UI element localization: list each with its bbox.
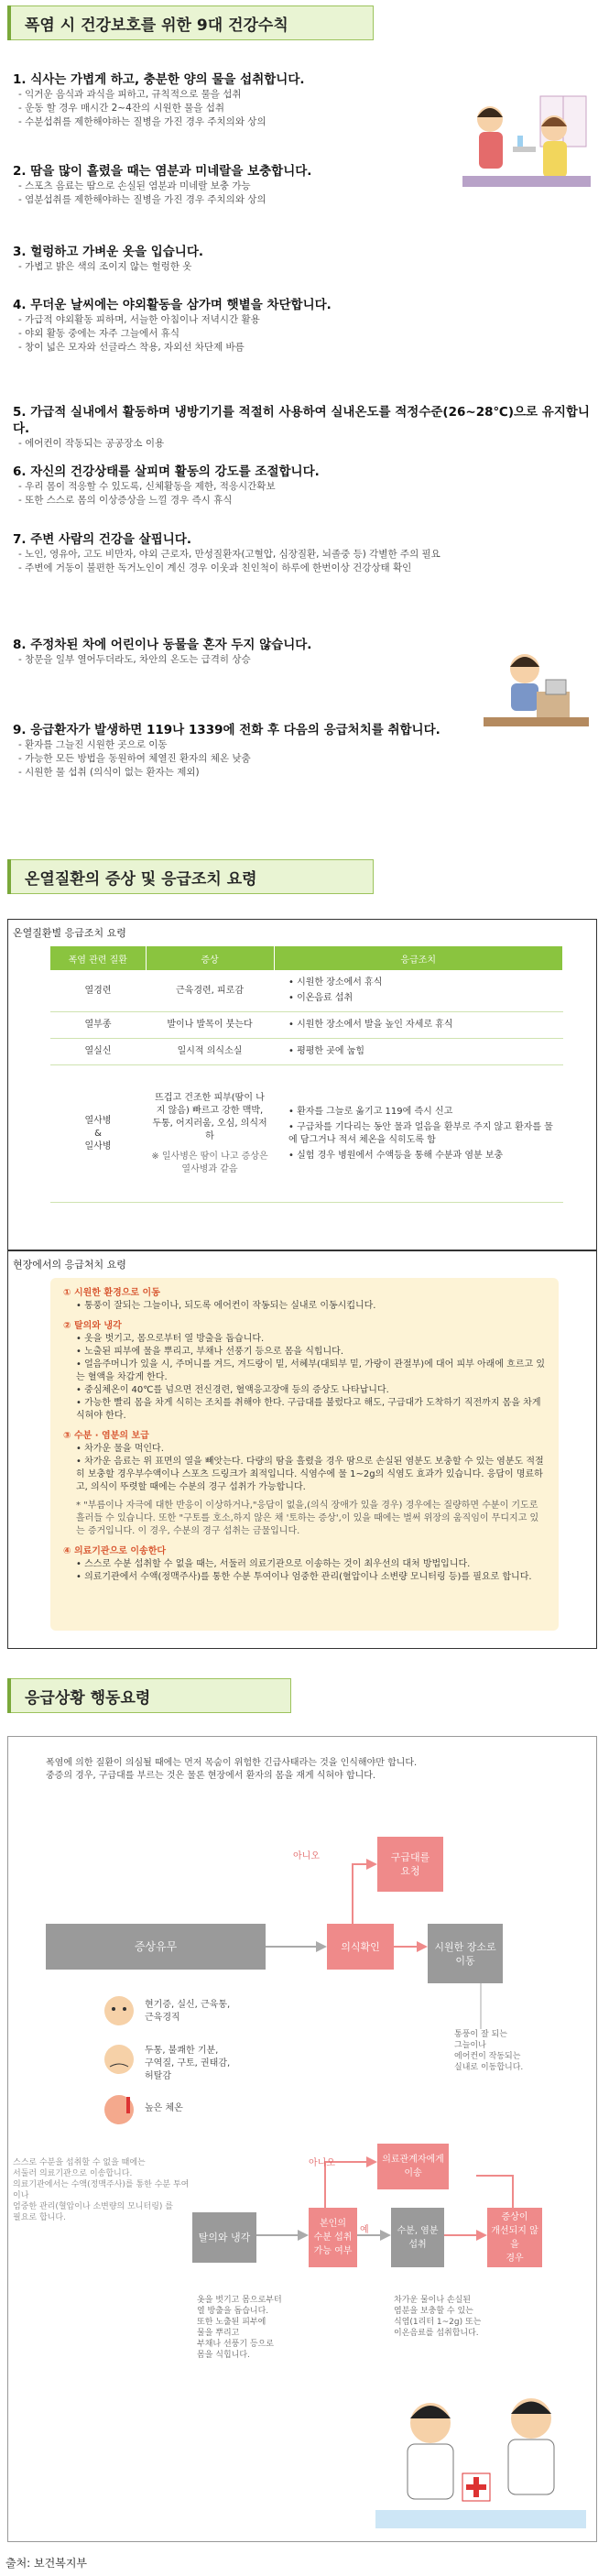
first-aid-detail: • 차가운 물을 먹인다. (76, 1444, 164, 1454)
health-rule-heading: 5. 가급적 실내에서 활동하며 냉방기기를 적절히 사용하여 실내온도를 적정수준(26~28℃)으로 유지합니다. (13, 405, 590, 436)
health-rule-detail: - 가볍고 밝은 색의 조이지 않는 헐렁한 옷 (18, 261, 192, 272)
flow-node-can-drink (309, 2208, 357, 2267)
health-rule-detail: - 가능한 모든 방법을 동원하여 체열진 환자의 체온 낮춤 (18, 753, 251, 764)
first-aid-detail: • 스스로 수분 섭취할 수 없을 때는, 서둘러 의료기관으로 이송하는 것이 최우선의 대처 방법입니다. (76, 1559, 471, 1569)
health-rule-detail: - 염분섭취를 제한해야하는 질병을 가진 경우 주치의와 상의 (18, 194, 266, 205)
first-aid-detail: • 통풍이 잘되는 그늘이나, 되도록 에어컨이 작동되는 실내로 이동시킵니다. (76, 1301, 376, 1311)
first-aid-detail: • 옷을 벗기고, 몸으로부터 열 방출을 돕습니다. (76, 1334, 265, 1344)
flow-symptom-1: 현기증, 실신, 근육통, 근육경직 (145, 2000, 231, 2023)
flow-node-undress-cool (192, 2212, 256, 2263)
first-aid-detail: • 노출된 피부에 물을 뿌리고, 부채나 선풍기 등으로 몸을 식힙니다. (76, 1347, 344, 1357)
section-title-text: 폭염 시 건강보호를 위한 9대 건강수칙 (25, 16, 288, 35)
health-rule-detail: - 가급적 야외활동 피하며, 서늘한 아침이나 저녁시간 활용 (18, 314, 260, 325)
flow-node-symptoms (46, 1924, 266, 1970)
health-rule-detail: - 노인, 영유아, 고도 비만자, 야외 근로자, 만성질환자(고혈압, 심장질환, 뇌졸중 등) 각별한 주의 필요 (18, 549, 440, 560)
table-title: 온열질환별 응급조치 요령 (13, 927, 126, 939)
health-rule-detail: - 야외 활동 중에는 자주 그늘에서 휴식 (18, 328, 179, 339)
table-header: 폭염 관련 질환 (50, 946, 146, 970)
flow-node-call-ambulance (377, 1837, 443, 1892)
health-rule-detail: - 에어컨이 작동되는 공공장소 이용 (18, 438, 165, 449)
health-rule-detail: - 시원한 물 섭취 (의식이 없는 환자는 제외) (18, 767, 200, 778)
first-aid-item: • 환자를 그늘로 옮기고 119에 즉시 신고 (288, 1106, 453, 1117)
table-header: 응급조치 (274, 946, 563, 970)
first-aid-detail: • 중심체온이 40℃를 넘으면 전신경련, 혈액응고장애 등의 증상도 나타납니다. (76, 1385, 389, 1395)
flow-node-not-improved (487, 2208, 542, 2267)
first-aid-step: ② 탈의와 냉각 (63, 1321, 122, 1331)
flow-node-cool-place (428, 1924, 503, 1983)
flow-node-water-salt (391, 2208, 444, 2267)
health-rule-detail: - 창이 넓은 모자와 선글라스 착용, 자외선 차단제 바름 (18, 342, 245, 353)
flow-label-no-2: 아니오 (309, 2158, 335, 2168)
flow-node-label: 의료관계자에게 이송 (382, 2155, 444, 2178)
health-rule-detail: - 스포츠 음료는 땀으로 손실된 염분과 미네랄 보충 가능 (18, 180, 251, 191)
flow-intro-line: 중증의 경우, 구급대를 부르는 것은 물론 현장에서 환자의 몸을 재게 식혀야 합니다. (46, 1771, 376, 1781)
health-rule-detail: - 또한 스스로 몸의 이상증상을 느낄 경우 즉시 휴식 (18, 495, 233, 506)
disease-cell: 열사병 & 일사병 (50, 1065, 146, 1203)
onsite-title: 현장에서의 응급처치 요령 (13, 1259, 126, 1271)
first-aid-item: • 시원한 장소에서 휴식 (288, 977, 383, 988)
flow-node-label: 수분, 염분 섭취 (397, 2225, 439, 2250)
health-rule-detail: - 주변에 거동이 불편한 독거노인이 계신 경우 이웃과 친인척이 하루에 한번이상 건강상태 확인 (18, 562, 412, 573)
health-rule-heading: 9. 응급환자가 발생하면 119나 1339에 전화 후 다음의 응급처치를 취합니다. (13, 723, 440, 737)
flow-node-check-consciousness (327, 1924, 394, 1970)
symptom-dizzy-icon (101, 1992, 137, 2033)
flow-symptom-3: 높은 체온 (145, 2103, 183, 2113)
health-rule-detail: - 익거운 음식과 과식을 피하고, 규칙적으로 물을 섭취 (18, 89, 242, 100)
first-aid-item: • 시원한 장소에서 발을 높인 자세로 휴식 (288, 1020, 453, 1030)
health-rule-detail: - 운동 할 경우 매시간 2~4잔의 시원한 물을 섭취 (18, 103, 225, 114)
health-rule-detail: - 창문을 일부 열어두더라도, 차안의 온도는 급격히 상승 (18, 654, 251, 665)
section-title-text: 응급상황 행동요령 (25, 1688, 151, 1708)
flow-node-label: 탈의와 냉각 (198, 2232, 251, 2243)
flow-node-label: 증상이 개선되지 않을 경우 (491, 2211, 538, 2264)
flow-note-hospital: 스스로 수분을 섭취할 수 없을 때에는 서둘러 의료기관으로 이송합니다. 의료기관에서는 수액(정맥주사)를 통한 수분 투여이나 엄중한 관리(혈압이나 소변량의 모니터링) 를 필요로 합니다. (13, 2158, 190, 2222)
symptom-text: 근육경련, 피로감 (176, 985, 244, 996)
first-aid-item: • 이온음료 섭취 (288, 993, 353, 1003)
source-note: 출처: 보건복지부 (5, 2557, 88, 2570)
flow-intro-line: 폭염에 의한 질환이 의심될 때에는 먼저 목숨이 위험한 긴급사태라는 것을 인식해야만 합니다. (46, 1758, 418, 1768)
flow-node-label: 본인의 수분 섭취 가능 여부 (313, 2219, 353, 2256)
health-rule-heading: 6. 자신의 건강상태를 살피며 활동의 강도를 조절합니다. (13, 464, 320, 479)
first-aid-step: ① 시원한 환경으로 이동 (63, 1288, 160, 1298)
first-aid-item: • 실험 경우 병원에서 수액등을 통해 수분과 염분 보충 (288, 1150, 504, 1161)
health-rule-detail: - 환자를 그늘진 시원한 곳으로 이동 (18, 739, 168, 750)
health-rule-heading: 2. 땀을 많이 흘렸을 때는 염분과 미네랄을 보충합니다. (13, 164, 312, 179)
flow-label-yes-2: 예 (360, 2225, 369, 2235)
flow-node-label: 시원한 장소로 이동 (434, 1940, 496, 1967)
illustration-medical-staff (375, 2382, 586, 2533)
health-rule-heading: 3. 헐렁하고 가벼운 옷을 입습니다. (13, 245, 203, 259)
flow-label-no: 아니오 (293, 1851, 320, 1861)
health-rule-heading: 4. 무더운 날씨에는 야외활동을 삼가며 햇볕을 차단합니다. (13, 298, 332, 312)
flow-node-label: 구급대를 요청 (390, 1851, 430, 1877)
flow-node-label: 의식확인 (341, 1940, 380, 1953)
flow-note-water: 차가운 물이나 손실된 염분을 보충할 수 있는 식염(1리터 1~2g) 또는 이온음료를 섭취합니다. (394, 2296, 482, 2338)
first-aid-detail: • 가능한 빨리 몸을 차게 식히는 조치를 취해야 한다. 구급대를 불렀다고 해도, 구급대가 도착하기 직전까지 몸을 차게 식혀야 한다. (76, 1398, 541, 1421)
health-rule-heading: 7. 주변 사람의 건강을 살핍니다. (13, 532, 191, 547)
first-aid-item: • 평평한 곳에 눕힘 (288, 1046, 365, 1056)
symptom-headache-icon (101, 2041, 137, 2081)
first-aid-detail: * "부름이나 자극에 대한 반응이 이상하거나,"응답이 없을,(의식 장애가 있을 경우) 경우에는 질량하면 수분이 기도로 흘러들 수 있습니다. 또한 "구토를 호소,하지 않은 채 '토하는 증상',이 있을 때에는 벌써 위장의 움직임이 무디지고 있는 증거입니다. 이 경우, 수분의 경구 섭취는 금물입니다. (76, 1501, 539, 1536)
flow-note-cool-place: 통풍이 잘 되는 그늘이나 에어컨이 작동되는 실내로 이동합니다. (454, 2030, 524, 2072)
symptom-fever-icon (101, 2091, 137, 2132)
symptom-text: 발이나 발목이 붓는다 (167, 1020, 253, 1030)
first-aid-detail: • 얼음주머니가 있을 시, 주머니를 겨드, 겨드랑이 밑, 서혜부(대퇴부 밑, 가랑이 관절부)에 대어 피부 아래에 흐르고 있는 혈액을 차갑게 한다. (76, 1359, 545, 1382)
disease-cell: 열부종 (50, 1012, 146, 1039)
health-rule-heading: 1. 식사는 가볍게 하고, 충분한 양의 물을 섭취합니다. (13, 72, 305, 87)
first-aid-step: ③ 수분 · 염분의 보급 (63, 1431, 149, 1441)
first-aid-detail: • 차가운 음료는 위 표면의 열을 빼앗는다. 다량의 땀을 흘렸을 경우 땀으로 손실된 염분도 보충할 수 있는 염분도 적절히 보충할 경우부수액이나 스포츠 드링크가 최적입니다. 식염수에 물 1~2g의 식염도 효과가 있습니다. 응답이 명료하고, 의식이 뚜렷할 때에는 수분의 경구 섭취가 가능합니다. (76, 1457, 544, 1492)
section-title-text: 온열질환의 증상 및 응급조치 요령 (25, 869, 257, 889)
first-aid-item: • 구급차를 기다리는 동안 물과 얼음을 환부로 주지 않고 환자를 물에 담그거나 적셔 체온을 식히도록 함 (288, 1121, 553, 1145)
flow-symptom-2: 두통, 불쾌한 기분, 구역질, 구토, 권태감, 허탈감 (145, 2046, 231, 2081)
symptom-text: 일시적 의식소실 (177, 1046, 243, 1056)
first-aid-step: ④ 의료기관으로 이송한다 (63, 1546, 167, 1556)
first-aid-detail: • 의료기관에서 수액(정맥주사)를 통한 수분 투여이나 엄중한 관리(혈압이나 소변량 모니터링 등)를 필요로 합니다. (76, 1572, 532, 1582)
table-header: 증상 (146, 946, 274, 970)
flow-node-transport-hospital (377, 2144, 449, 2189)
flow-node-label: 증상유무 (134, 1939, 178, 1953)
disease-cell: 열실신 (50, 1039, 146, 1065)
symptom-note: ※ 일사병은 땀이 나고 증상은 열사병과 같음 (151, 1151, 268, 1174)
health-rule-detail: - 우리 몸이 적응할 수 있도록, 신체활동을 제한, 적응시간확보 (18, 481, 276, 492)
health-rule-heading: 8. 주정차된 차에 어린이나 동물을 혼자 두지 않습니다. (13, 638, 312, 652)
flow-note-undress: 옷을 벗기고 몸으로부터 열 방출을 돕습니다. 또한 노출된 피부에 물을 뿌리고 부채나 선풍기 등으로 몸을 식힙니다. (197, 2296, 282, 2360)
disease-cell: 열경련 (50, 970, 146, 1012)
health-rule-detail: - 수분섭취를 제한해야하는 질병을 가진 경우 주치의와 상의 (18, 116, 266, 127)
symptom-text: 뜨겁고 건조한 피부(땀이 나지 않음) 빠르고 강한 맥박, 두통, 어지러움, 오심, 의식저하 (152, 1092, 267, 1141)
